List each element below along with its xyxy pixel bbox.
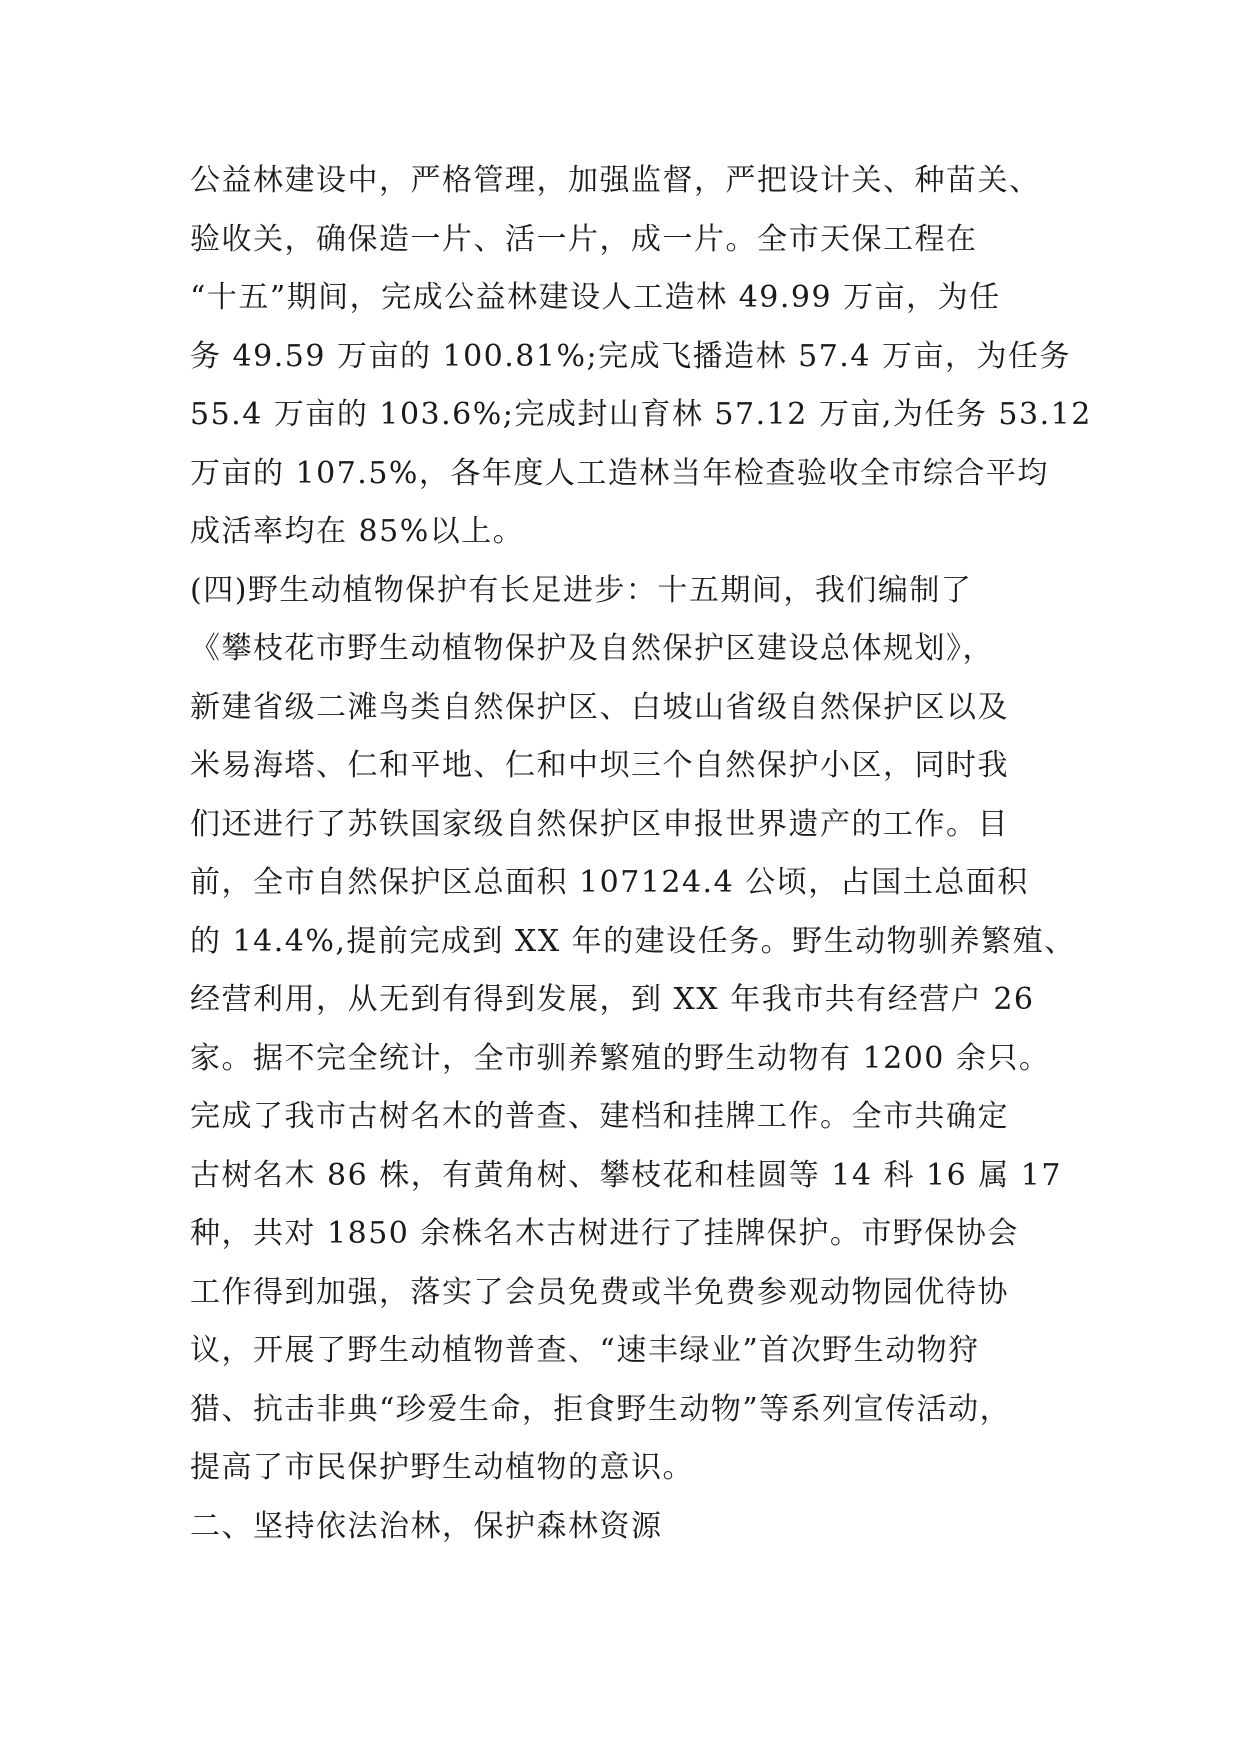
text-line: 猎、抗击非典“珍爱生命，拒食野生动物”等系列宣传活动， — [190, 1391, 1012, 1427]
text-line: 们还进行了苏铁国家级自然保护区申报世界遗产的工作。目 — [190, 806, 1009, 842]
text-line: 家。据不完全统计，全市驯养繁殖的野生动物有 1200 余只。 — [190, 1040, 1051, 1076]
text-line: 《攀枝花市野生动植物保护及自然保护区建设总体规划》， — [190, 631, 994, 666]
text-line: 工作得到加强，落实了会员免费或半免费参观动物园优待协 — [190, 1274, 1009, 1310]
section-heading: 二、坚持依法治林，保护森林资源 — [190, 1508, 663, 1544]
text-line: 种，共对 1850 余株名木古树进行了挂牌保护。市野保协会 — [190, 1216, 1019, 1251]
text-line: 古树名木 86 株，有黄角树、攀枝花和桂圆等 14 科 16 属 17 — [190, 1157, 1062, 1193]
text-line: 提高了市民保护野生动植物的意识。 — [190, 1450, 694, 1485]
text-line: 议，开展了野生动植物普查、“速丰绿业”首次野生动物狩 — [190, 1333, 980, 1368]
text-line: 新建省级二滩鸟类自然保护区、白坡山省级自然保护区以及 — [190, 689, 1009, 725]
section-heading-line: (四)野生动植物保护有长足进步：十五期间，我们编制了 — [190, 572, 973, 608]
text-line: 的 14.4%,提前完成到 XX 年的建设任务。野生动物驯养繁殖、 — [190, 923, 1076, 959]
text-line: 成活率均在 85%以上。 — [190, 514, 525, 549]
text-line: 米易海塔、仁和平地、仁和中坝三个自然保护小区，同时我 — [190, 748, 1009, 783]
body-text — [190, 152, 1092, 1556]
text-line: 验收关，确保造一片、活一片，成一片。全市天保工程在 — [190, 221, 978, 257]
text-line: “十五”期间，完成公益林建设人工造林 49.99 万亩，为任 — [190, 280, 1001, 315]
text-line: 公益林建设中，严格管理，加强监督，严把设计关、种苗关、 — [190, 163, 1041, 198]
text-line: 完成了我市古树名木的普查、建档和挂牌工作。全市共确定 — [190, 1099, 1009, 1134]
text-line: 经营利用，从无到有得到发展，到 XX 年我市共有经营户 26 — [190, 982, 1035, 1017]
text-line: 务 49.59 万亩的 100.81%;完成飞播造林 57.4 万亩，为任务 — [190, 338, 1071, 374]
text-line: 万亩的 107.5%，各年度人工造林当年检查验收全市综合平均 — [190, 455, 1049, 491]
text-line: 前，全市自然保护区总面积 107124.4 公顷，占国土总面积 — [190, 865, 1029, 900]
text-line: 55.4 万亩的 103.6%;完成封山育林 57.12 万亩,为任务 53.12 — [190, 397, 1092, 432]
